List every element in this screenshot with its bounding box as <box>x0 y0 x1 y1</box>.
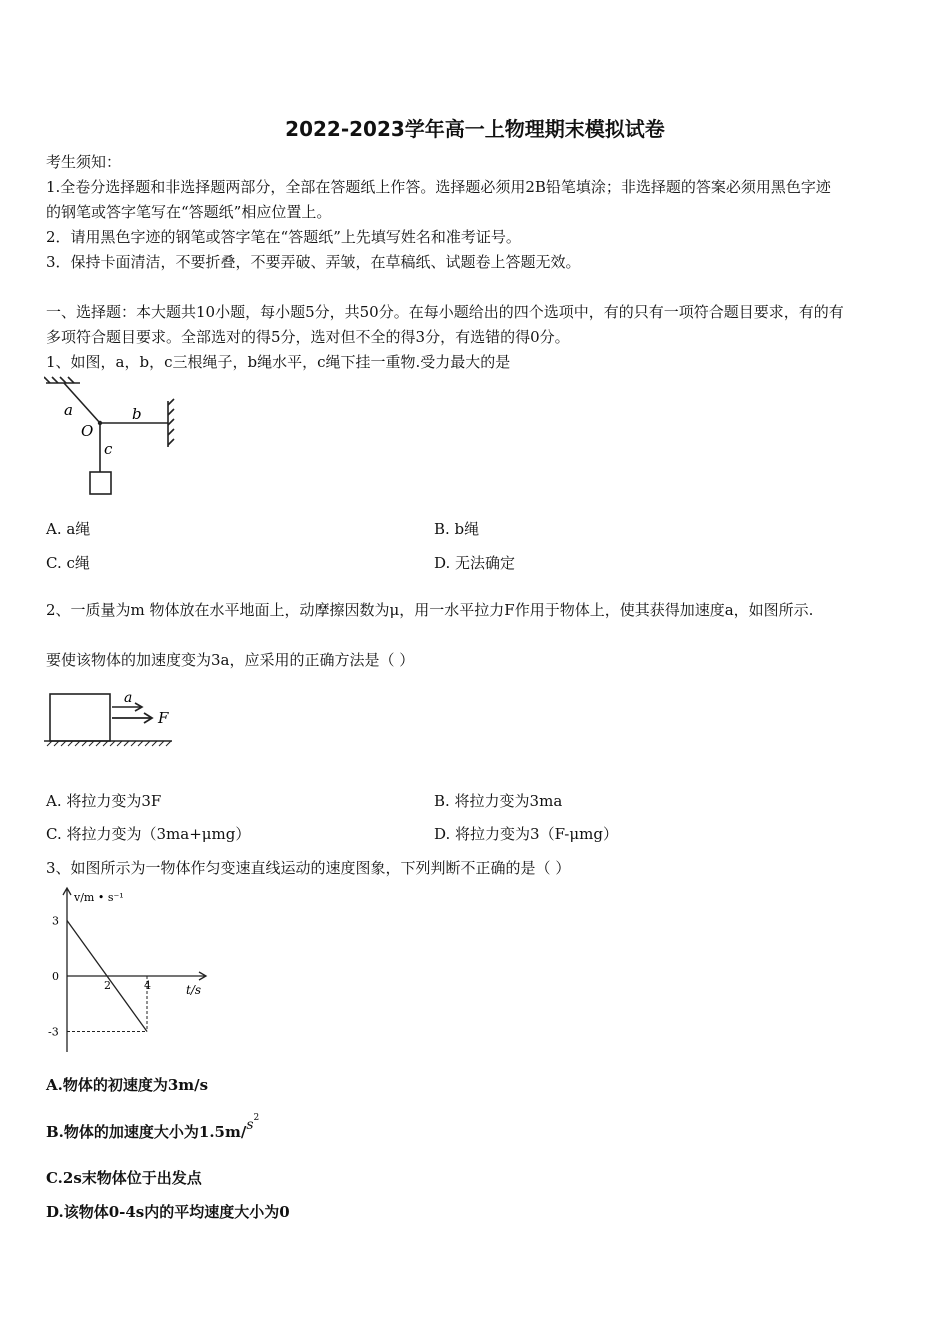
notice-line-1a: 1.全卷分选择题和非选择题两部分，全部在答题纸上作答。选择题必须用2B铅笔填涂；非选择题的答案必须用黑色字迹 <box>46 178 831 196</box>
q1-option-d: D. 无法确定 <box>434 554 516 572</box>
y-tick-label: 3 <box>52 914 59 928</box>
notice-heading: 考生须知： <box>46 153 122 171</box>
q3-stem: 3、如图所示为一物体作匀变速直线运动的速度图象，下列判断不正确的是（ ） <box>46 859 571 877</box>
ceiling-hatch <box>52 377 58 383</box>
q3-option-a: A.物体的初速度为3m/s <box>46 1076 209 1094</box>
q2-option-c: C. 将拉力变为（3ma+μmg） <box>46 825 251 843</box>
q2-stem-2: 要使该物体的加速度变为3a，应采用的正确方法是（ ） <box>46 651 415 669</box>
section-intro-1: 一、选择题：本大题共10小题，每小题5分，共50分。在每小题给出的四个选项中，有的只有一项符合题目要求，有的有 <box>46 303 844 321</box>
y-axis-label: v/m • s⁻¹ <box>74 891 124 904</box>
section-intro-2: 多项符合题目要求。全部选对的得5分，选对但不全的得3分，有选错的得0分。 <box>46 328 570 346</box>
block <box>50 694 110 741</box>
q3-option-b-text: B.物体的加速度大小为1.5m/ <box>46 1123 247 1141</box>
q1-option-c: C. c绳 <box>46 554 90 572</box>
ceiling-hatch <box>60 377 66 383</box>
y-tick-label: 0 <box>52 970 59 983</box>
q3-option-b <box>46 1113 260 1144</box>
q3-option-c: C.2s末物体位于出发点 <box>46 1169 202 1187</box>
q3-velocity-chart <box>40 882 220 1057</box>
label-force: F <box>158 709 169 727</box>
q1-rope-figure <box>44 375 184 500</box>
q2-option-a: A. 将拉力变为3F <box>46 792 162 810</box>
wall-hatch <box>168 419 174 425</box>
page-title: 2022-2023学年高一上物理期末模拟试卷 <box>285 117 665 141</box>
q2-stem-1: 2、一质量为m 物体放在水平地面上，动摩擦因数为μ，用一水平拉力F作用于物体上，使其获得加速度a，如图所示. <box>46 601 814 619</box>
q2-block-figure <box>44 688 179 750</box>
wall-hatch <box>168 429 174 435</box>
q2-option-b: B. 将拉力变为3ma <box>434 792 563 810</box>
label-o: O <box>81 422 94 440</box>
wall-hatch <box>168 439 174 445</box>
x-axis-label: t/s <box>186 983 202 997</box>
q2-option-d: D. 将拉力变为3（F-μmg） <box>434 825 618 843</box>
x-tick-label: 2 <box>104 979 111 992</box>
knot-point <box>98 421 102 425</box>
q3-option-b-exp: 2 <box>253 1113 260 1123</box>
y-tick-label: -3 <box>48 1025 59 1039</box>
notice-line-1b: 的钢笔或答字笔写在“答题纸”相应位置上。 <box>46 203 332 221</box>
x-tick-label: 4 <box>144 979 151 992</box>
q1-stem: 1、如图，a，b，c三根绳子，b绳水平，c绳下挂一重物.受力最大的是 <box>46 353 511 371</box>
ceiling-hatch <box>68 377 74 383</box>
wall-hatch <box>168 409 174 415</box>
notice-line-3: 3．保持卡面清洁，不要折叠，不要弄破、弄皱，在草稿纸、试题卷上答题无效。 <box>46 253 581 271</box>
wall-hatch <box>168 399 174 405</box>
q1-option-b: B. b绳 <box>434 520 480 538</box>
hanging-weight <box>90 472 111 494</box>
label-c: c <box>104 440 113 458</box>
label-accel: a <box>124 690 133 706</box>
notice-line-2: 2．请用黑色字迹的钢笔或答字笔在“答题纸”上先填写姓名和准考证号。 <box>46 228 521 246</box>
label-a: a <box>64 401 73 419</box>
q3-option-b-unit: s <box>246 1117 254 1133</box>
label-b: b <box>132 405 142 423</box>
q1-option-a: A. a绳 <box>46 520 91 538</box>
ceiling-hatch <box>44 377 50 383</box>
q3-option-d: D.该物体0-4s内的平均速度大小为0 <box>46 1203 290 1221</box>
